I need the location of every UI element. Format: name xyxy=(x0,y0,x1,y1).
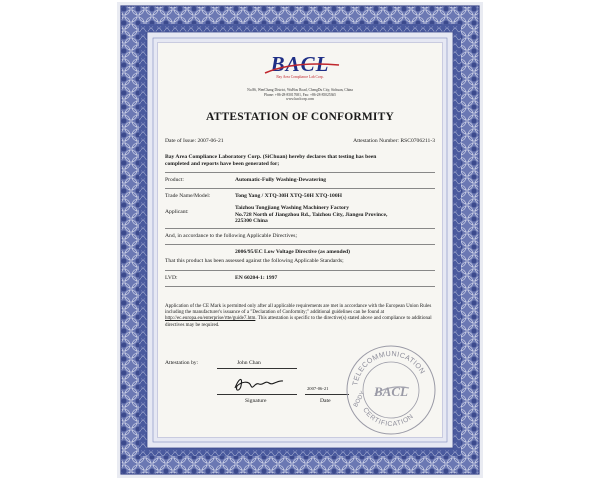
lvd-label: LVD: xyxy=(165,275,178,281)
logo-swoosh-icon xyxy=(263,59,341,77)
date-label: Date xyxy=(320,398,331,404)
signature-line xyxy=(217,394,297,395)
certificate-sheet xyxy=(117,2,483,478)
date-line xyxy=(305,394,349,395)
bacl-logo xyxy=(157,52,443,79)
product-label: Product: xyxy=(165,177,184,183)
lvd-value: EN 60204-1: 1997 xyxy=(235,275,278,281)
applicant-line-1: Taizhou Tongjiang Washing Machinery Factory xyxy=(235,205,350,211)
ce-mark-paragraph xyxy=(165,304,435,329)
ce-paragraph-text: Application of the CE Mark is permitted only after all applicable requirements are met in accordance with the European Union Rules including the manufacturer's issuance of a "Declaration of Conformity;" additional guidelines can be found at xyxy=(165,304,432,316)
signature-mark xyxy=(231,374,287,394)
sign-date: 2007-06-21 xyxy=(307,386,329,391)
ce-paragraph-text-end: . This attestation is specific to the directive(s) stated above and compliance to additional directives may be required. xyxy=(165,316,432,328)
applicant-line-3: 225300 China xyxy=(235,218,268,224)
address-line-3: www.baclcorp.com xyxy=(286,97,314,101)
signature-label: Signature xyxy=(245,398,267,404)
logo-text: BACL xyxy=(270,52,330,76)
divider xyxy=(165,228,435,229)
divider xyxy=(165,244,435,245)
attestor-name: John Chan xyxy=(237,360,261,366)
declaration-line-2: completed and reports have been generated for; xyxy=(165,160,280,167)
issue-date: Date of Issue: 2007-06-21 xyxy=(165,138,224,144)
seal-bottom-text: CERTIFICATION xyxy=(361,406,416,429)
directives-intro: And, in accordance to the following Applicable Directives; xyxy=(165,233,298,239)
trade-name-label: Trade Name/Model: xyxy=(165,193,211,199)
address-line-2: Phone: +86-28-85017681, Fax: +86-28-85025365 xyxy=(264,92,336,97)
certification-seal xyxy=(345,344,437,436)
attestation-by-label: Attestation by: xyxy=(165,360,199,366)
name-line xyxy=(217,368,297,369)
divider xyxy=(165,172,435,173)
trade-name-value: Tong Yang / XTQ-30H XTQ-50H XTQ-100H xyxy=(235,193,342,199)
seal-center-text: BACL xyxy=(374,384,408,399)
seal-top-text: TELECOMMUNICATION xyxy=(350,348,428,387)
attestation-number: Attestation Number: RSC0706211-3 xyxy=(353,138,435,144)
product-value: Automatic-Fully Washing-Dewatering xyxy=(235,177,327,183)
divider xyxy=(165,188,435,189)
seal-left-text: BODY xyxy=(353,390,367,409)
logo-subtitle: Bay Area Compliance Lab Corp. xyxy=(276,75,324,79)
guidelines-link[interactable]: http://ec.europa.eu/enterprise/rtte/guide7.htm xyxy=(165,316,256,322)
applicant-label: Applicant: xyxy=(165,209,189,215)
page-title: ATTESTATION OF CONFORMITY xyxy=(206,111,394,123)
address-line-1: No.86, WenChang District, WuHou Road, ChengDu City, Sichuan, China xyxy=(247,88,353,92)
applicant-line-2: No.728 North of Jiangzhou Rd., Taizhou City, Jiangsu Province, xyxy=(235,211,388,218)
directive-value: 2006/95/EC Low Voltage Directive (as amended) xyxy=(235,249,351,255)
certificate-body xyxy=(157,42,443,438)
divider xyxy=(165,270,435,271)
divider xyxy=(165,286,435,287)
standards-intro: That this product has been assessed against the following Applicable Standards; xyxy=(165,258,344,264)
declaration-line-1: Bay Area Compliance Laboratory Corp. (SiChuan) hereby declares that testing has been xyxy=(165,154,377,160)
